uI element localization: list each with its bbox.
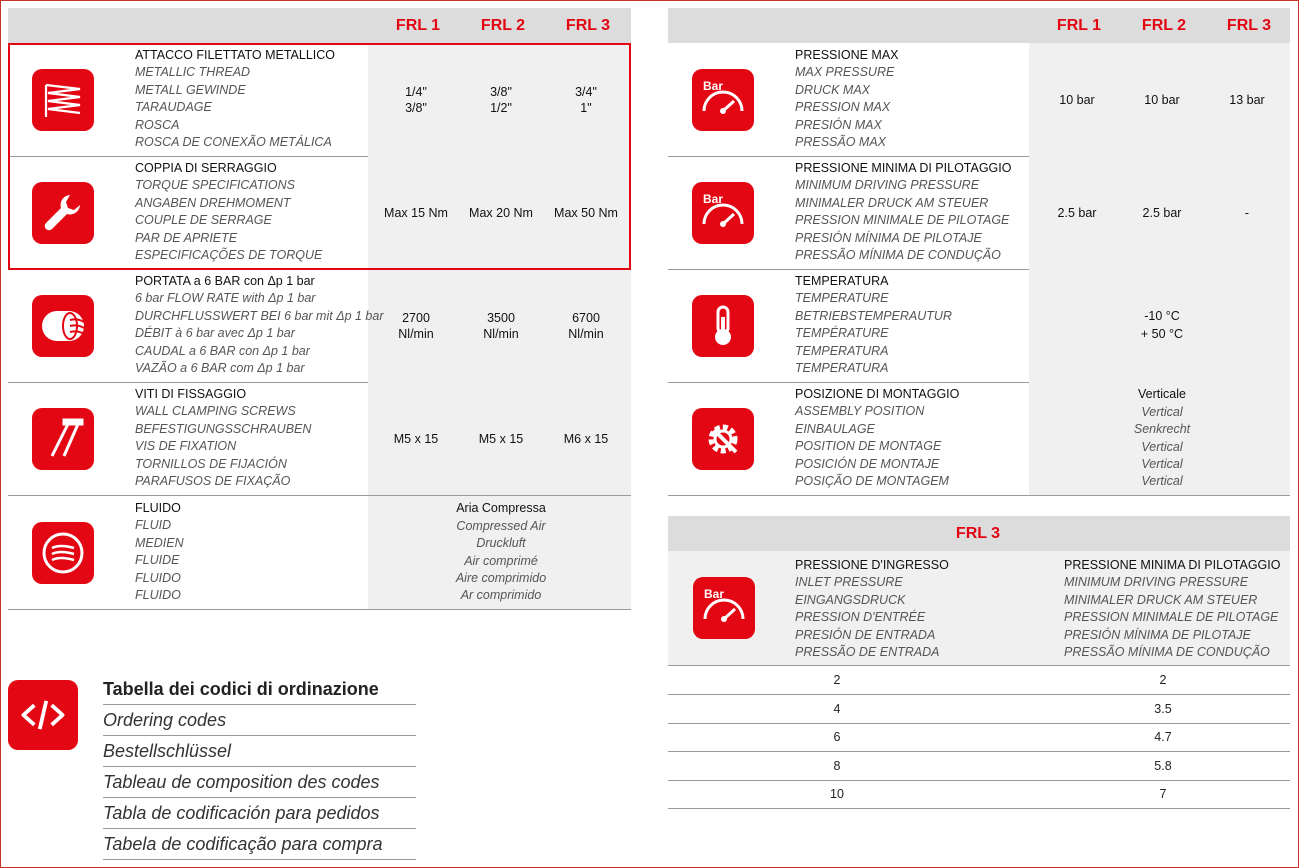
row-subtitle: TARAUDAGE xyxy=(135,100,212,115)
left-header-frl3: FRL 3 xyxy=(565,17,611,34)
row-value xyxy=(1207,205,1287,221)
row-value xyxy=(461,431,541,447)
row-value xyxy=(376,84,456,116)
merged-value-line: Vertical xyxy=(1141,456,1183,471)
value-text: 10 bar xyxy=(1144,92,1180,107)
row-subtitle: TORQUE SPECIFICATIONS xyxy=(135,178,295,193)
value-text: 1/4" 3/8" xyxy=(405,84,427,115)
value-text: 2.5 bar xyxy=(1142,205,1182,220)
row-label xyxy=(135,386,311,490)
row-subtitle: TEMPERATURA xyxy=(795,361,889,376)
row-title: VITI DI FISSAGGIO xyxy=(135,387,247,401)
gauge-bar-label: Bar xyxy=(703,78,724,93)
row-title: PRESSIONE MINIMA DI PILOTAGGIO xyxy=(795,161,1012,175)
row-subtitle: METALL GEWINDE xyxy=(135,82,246,97)
row-value xyxy=(1122,92,1202,108)
value-text: 2.5 bar xyxy=(1057,205,1097,220)
row-subtitle: PRESIÓN MÍNIMA DE PILOTAJE xyxy=(795,230,982,245)
ordering-code-line: Tableau de composition des codes xyxy=(103,767,416,798)
row-subtitle: ANGABEN DREHMOMENT xyxy=(135,195,291,210)
right-header-frl2: FRL 2 xyxy=(1141,17,1187,34)
row-title: PRESSIONE MAX xyxy=(795,48,899,62)
table-row xyxy=(668,269,1290,383)
table-row xyxy=(8,382,631,496)
row-subtitle: PRESSÃO MÍNIMA DE CONDUÇÃO xyxy=(795,248,1001,263)
row-subtitle: DURCHFLUSSWERT BEI 6 bar mit Δp 1 bar xyxy=(135,308,384,323)
row-subtitle: MINIMALER DRUCK AM STEUER xyxy=(795,195,989,210)
row-value xyxy=(1207,92,1287,108)
value-text: Max 50 Nm xyxy=(554,205,618,220)
gauge-icon xyxy=(692,69,754,131)
ordering-code-line: Ordering codes xyxy=(103,705,416,736)
row-subtitle: BEFESTIGUNGSSCHRAUBEN xyxy=(135,421,312,436)
merged-value-line: Druckluft xyxy=(476,536,526,551)
row-subtitle: FLUIDE xyxy=(135,553,180,568)
wrench-icon xyxy=(32,182,94,244)
row-subtitle: MEDIEN xyxy=(135,535,184,550)
merged-value xyxy=(376,500,626,604)
inlet-pressure-value: 2 xyxy=(833,673,841,687)
row-label xyxy=(135,47,335,151)
row-value xyxy=(546,310,626,342)
table-row xyxy=(8,156,631,270)
row-subtitle: DRUCK MAX xyxy=(795,82,871,97)
screws-icon xyxy=(32,408,94,470)
row-subtitle: TEMPERATURA xyxy=(795,343,889,358)
right-header-frl1: FRL 1 xyxy=(1056,17,1102,34)
value-text: 3/4" 1" xyxy=(575,84,597,115)
row-value xyxy=(461,205,541,221)
row-subtitle: PAR DE APRIETE xyxy=(135,230,238,245)
row-value xyxy=(376,431,456,447)
min-driving-pressure-value: 3.5 xyxy=(1154,701,1172,716)
gear-wrench-icon xyxy=(692,408,754,470)
row-title: FLUIDO xyxy=(135,501,181,515)
table-row xyxy=(668,156,1290,270)
row-subtitle: ROSCA xyxy=(135,117,180,132)
row-subtitle: ESPECIFICAÇÕES DE TORQUE xyxy=(135,248,323,263)
row-label xyxy=(135,500,184,604)
gauge-icon xyxy=(693,577,755,639)
row-subtitle: ROSCA DE CONEXÃO METÁLICA xyxy=(135,135,332,150)
ordering-code-line: Tabella dei codici di ordinazione xyxy=(103,674,416,705)
row-subtitle: BETRIEBSTEMPERAUTUR xyxy=(795,308,952,323)
left-header-frl2: FRL 2 xyxy=(480,17,526,34)
row-subtitle: DÉBIT à 6 bar avec Δp 1 bar xyxy=(135,326,295,341)
row-subtitle: CAUDAL a 6 BAR con Δp 1 bar xyxy=(135,343,310,358)
row-subtitle: WALL CLAMPING SCREWS xyxy=(135,404,296,419)
value-text: M6 x 15 xyxy=(563,431,609,446)
row-label xyxy=(795,47,899,151)
table-row xyxy=(8,496,631,610)
merged-value-line: Vertical xyxy=(1141,439,1183,454)
left-header-frl1: FRL 1 xyxy=(395,17,441,34)
value-text: 3500 Nl/min xyxy=(483,310,519,341)
row-subtitle: POSICIÓN DE MONTAJE xyxy=(795,456,940,471)
row-subtitle: PARAFUSOS DE FIXAÇÃO xyxy=(135,474,291,489)
row-value xyxy=(1122,205,1202,221)
frl3-col2-sub: PRESIÓN MÍNIMA DE PILOTAJE xyxy=(1064,627,1251,642)
row-value xyxy=(461,84,541,116)
row-subtitle: PRESSÃO MAX xyxy=(795,135,886,150)
row-subtitle: TEMPERATURE xyxy=(795,291,889,306)
thread-icon xyxy=(32,69,94,131)
row-subtitle: ASSEMBLY POSITION xyxy=(795,404,925,419)
row-subtitle: VAZÃO a 6 BAR com Δp 1 bar xyxy=(135,361,305,376)
frl3-col1-title: PRESSIONE D'INGRESSO xyxy=(795,558,949,572)
row-subtitle: TORNILLOS DE FIJACIÓN xyxy=(135,456,287,471)
row-subtitle: FLUIDO xyxy=(135,570,181,585)
frl3-col2-sub: PRESSION MINIMALE DE PILOTAGE xyxy=(1064,610,1279,625)
row-subtitle: TEMPÉRATURE xyxy=(795,326,889,341)
merged-value-line: Vertical xyxy=(1141,404,1183,419)
row-subtitle: 6 bar FLOW RATE with Δp 1 bar xyxy=(135,291,316,306)
frl3-col1-sub: EINGANGSDRUCK xyxy=(795,592,906,607)
row-subtitle: FLUIDO xyxy=(135,588,181,603)
merged-value-line: Aire comprimido xyxy=(455,570,547,585)
min-driving-pressure-value: 4.7 xyxy=(1154,730,1172,745)
frl3-col1-sub: INLET PRESSURE xyxy=(795,575,903,590)
row-value xyxy=(376,310,456,342)
gauge-bar-label: Bar xyxy=(704,587,725,601)
row-value xyxy=(1037,205,1117,221)
table-row xyxy=(668,752,1290,781)
table-row xyxy=(668,43,1290,157)
frl3-col1-label xyxy=(795,557,949,661)
thermometer-icon xyxy=(692,295,754,357)
row-label xyxy=(135,273,384,377)
value-text: M5 x 15 xyxy=(478,431,524,446)
table-row xyxy=(668,666,1290,695)
value-text: 10 bar xyxy=(1059,92,1095,107)
merged-value xyxy=(1037,386,1287,490)
ordering-code-line: Tabela de codificação para compra xyxy=(103,829,416,860)
merged-value-line: Aria Compressa xyxy=(456,501,546,516)
row-value xyxy=(546,205,626,221)
frl3-col2-title: PRESSIONE MINIMA DI PILOTAGGIO xyxy=(1064,558,1281,572)
table-row xyxy=(8,43,631,157)
merged-value-line: + 50 °C xyxy=(1140,326,1184,341)
inlet-pressure-value: 10 xyxy=(830,787,844,802)
merged-value-line: Ar comprimido xyxy=(460,588,542,603)
row-subtitle: EINBAULAGE xyxy=(795,421,875,436)
frl3-col1-sub: PRESSION D'ENTRÉE xyxy=(795,610,926,625)
row-value xyxy=(461,310,541,342)
row-title: ATTACCO FILETTATO METALLICO xyxy=(135,48,336,62)
frl3-col2-sub: MINIMUM DRIVING PRESSURE xyxy=(1064,575,1249,590)
row-subtitle: COUPLE DE SERRAGE xyxy=(135,213,272,228)
air-icon xyxy=(32,522,94,584)
min-driving-pressure-value: 7 xyxy=(1159,787,1167,802)
row-subtitle: POSITION DE MONTAGE xyxy=(795,439,942,454)
row-label xyxy=(795,386,959,490)
gauge-bar-label: Bar xyxy=(703,191,724,206)
row-title: TEMPERATURA xyxy=(795,274,889,288)
frl3-col2-sub: PRESSÃO MÍNIMA DE CONDUÇÃO xyxy=(1064,645,1270,660)
right-header-frl3: FRL 3 xyxy=(1226,17,1272,34)
row-subtitle: METALLIC THREAD xyxy=(135,65,251,80)
value-text: 6700 Nl/min xyxy=(568,310,604,341)
value-text: 13 bar xyxy=(1229,92,1265,107)
frl3-col2-label xyxy=(1064,557,1280,661)
row-value xyxy=(546,84,626,116)
ordering-code-line: Bestellschlüssel xyxy=(103,736,416,767)
merged-value-line: Air comprimé xyxy=(464,553,538,568)
row-label xyxy=(795,273,952,377)
frl3-header-title: FRL 3 xyxy=(955,525,1001,542)
inlet-pressure-value: 8 xyxy=(833,758,841,773)
frl3-col1-sub: PRESIÓN DE ENTRADA xyxy=(795,627,936,642)
value-text: - xyxy=(1244,205,1250,220)
value-text: Max 20 Nm xyxy=(469,205,533,220)
table-row xyxy=(8,269,631,383)
table-row xyxy=(668,780,1290,809)
value-text: M5 x 15 xyxy=(393,431,439,446)
row-subtitle: PRESSION MAX xyxy=(795,100,891,115)
row-title: POSIZIONE DI MONTAGGIO xyxy=(795,387,960,401)
inlet-pressure-value: 4 xyxy=(833,701,841,716)
flow-icon xyxy=(32,295,94,357)
merged-value-line: Senkrecht xyxy=(1133,422,1191,437)
row-subtitle: POSIÇÃO DE MONTAGEM xyxy=(795,474,949,489)
merged-value-line: -10 °C xyxy=(1144,309,1180,324)
table-row xyxy=(668,723,1290,752)
row-value xyxy=(1037,92,1117,108)
row-title: COPPIA DI SERRAGGIO xyxy=(135,161,277,175)
row-label xyxy=(795,160,1011,264)
merged-value-line: Verticale xyxy=(1138,387,1186,402)
row-value xyxy=(376,205,456,221)
value-text: 3/8" 1/2" xyxy=(490,84,512,115)
frl3-subheader xyxy=(668,551,1290,666)
value-text: Max 15 Nm xyxy=(384,205,448,220)
code-icon xyxy=(8,680,78,750)
gauge-icon xyxy=(692,182,754,244)
row-value xyxy=(546,431,626,447)
frl3-col1-sub: PRESSÃO DE ENTRADA xyxy=(795,645,940,660)
merged-value-line: Vertical xyxy=(1141,474,1183,489)
merged-value xyxy=(1037,308,1287,343)
min-driving-pressure-value: 2 xyxy=(1159,673,1167,687)
value-text: 2700 Nl/min xyxy=(398,310,434,341)
row-subtitle: VIS DE FIXATION xyxy=(135,439,237,454)
frl3-col2-sub: MINIMALER DRUCK AM STEUER xyxy=(1064,592,1258,607)
row-subtitle: PRESSION MINIMALE DE PILOTAGE xyxy=(795,213,1010,228)
row-subtitle: MAX PRESSURE xyxy=(795,65,895,80)
row-label xyxy=(135,160,322,264)
row-subtitle: FLUID xyxy=(135,518,172,533)
row-subtitle: PRESIÓN MAX xyxy=(795,117,882,132)
row-title: PORTATA a 6 BAR con Δp 1 bar xyxy=(135,274,315,288)
ordering-code-line: Tabla de codificación para pedidos xyxy=(103,798,416,829)
merged-value-line: Compressed Air xyxy=(456,518,546,533)
table-row xyxy=(668,695,1290,724)
inlet-pressure-value: 6 xyxy=(833,730,841,745)
min-driving-pressure-value: 5.8 xyxy=(1154,758,1172,773)
table-row xyxy=(668,382,1290,496)
row-subtitle: MINIMUM DRIVING PRESSURE xyxy=(795,178,980,193)
